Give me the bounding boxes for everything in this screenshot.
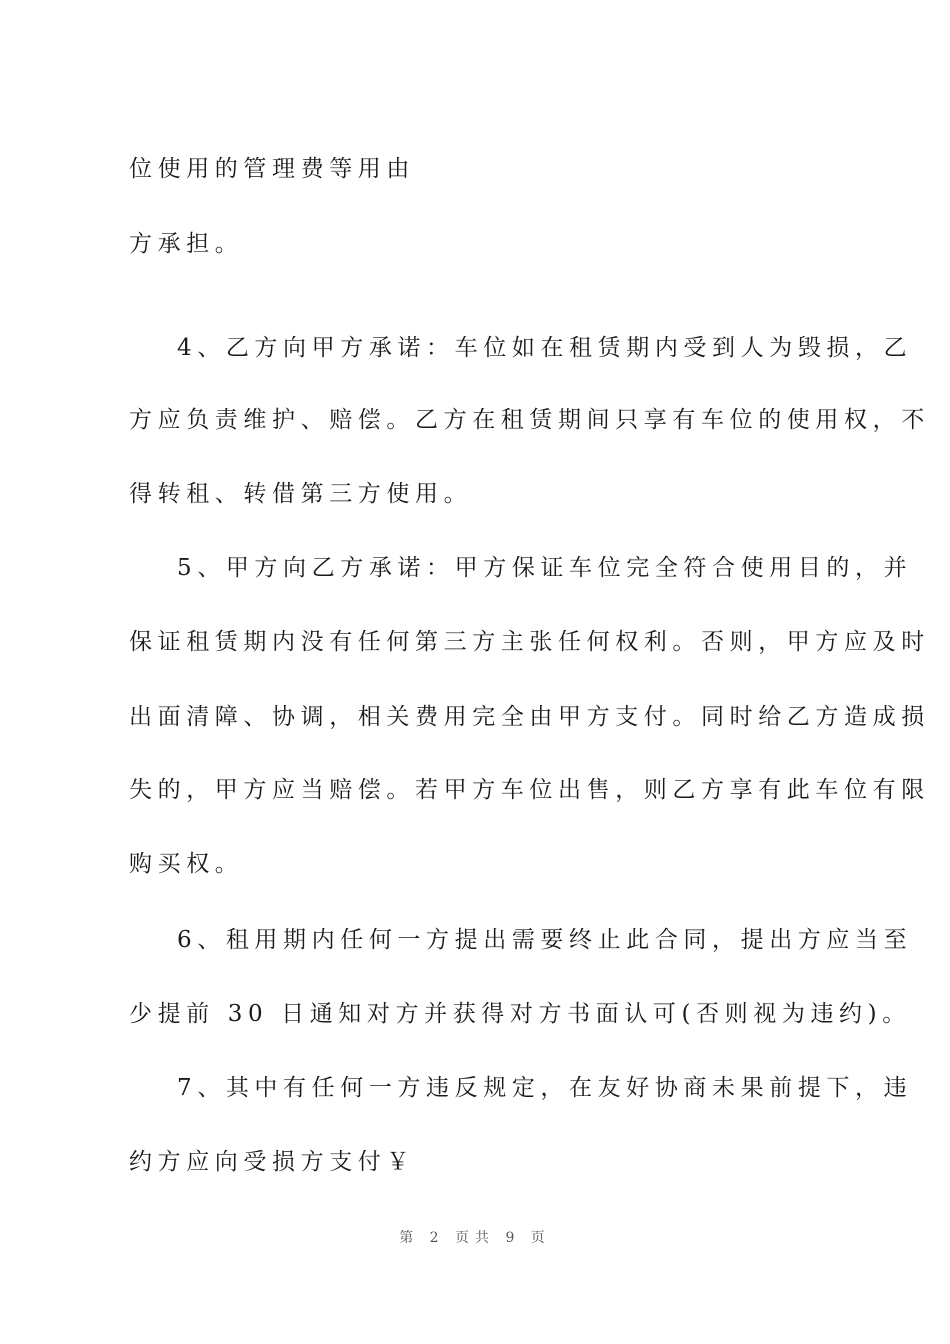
- text-line: 得转租、转借第三方使用。: [129, 481, 473, 507]
- text-line: 出面清障、协调，相关费用完全由甲方支付。同时给乙方造成损: [129, 704, 930, 730]
- paragraph-5-line: 5、甲方向乙方承诺：甲方保证车位完全符合使用目的，并: [177, 555, 913, 581]
- text-line: 位使用的管理费等用由: [129, 156, 415, 182]
- text-line: 方承担。: [129, 231, 244, 257]
- text-line: 方应负责维护、赔偿。乙方在租赁期间只享有车位的使用权，不: [129, 407, 930, 433]
- text-line: 购买权。: [129, 851, 244, 877]
- text-line: 保证租赁期内没有任何第三方主张任何权利。否则，甲方应及时: [129, 629, 930, 655]
- paragraph-6-line: 6、租用期内任何一方提出需要终止此合同，提出方应当至: [177, 927, 913, 953]
- paragraph-7-line: 7、其中有任何一方违反规定，在友好协商未果前提下，违: [177, 1075, 913, 1101]
- text-line: 少提前 30 日通知对方并获得对方书面认可(否则视为违约)。: [129, 1001, 911, 1027]
- text-line: 约方应向受损方支付￥: [129, 1149, 415, 1175]
- paragraph-4-line: 4、乙方向甲方承诺：车位如在租赁期内受到人为毁损，乙: [177, 335, 913, 361]
- page-number-footer: 第 2 页共 9 页: [399, 1230, 551, 1246]
- text-line: 失的，甲方应当赔偿。若甲方车位出售，则乙方享有此车位有限: [129, 777, 930, 803]
